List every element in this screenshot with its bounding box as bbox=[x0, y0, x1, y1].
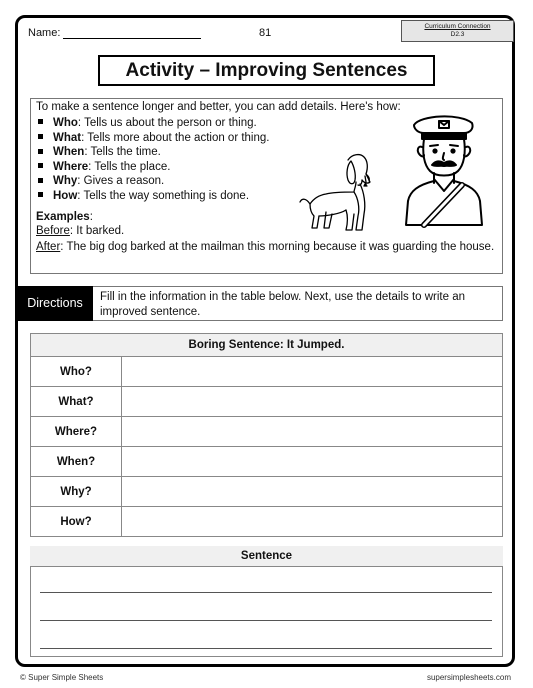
detail-list bbox=[38, 116, 269, 204]
item-text: : Tells the time. bbox=[84, 146, 161, 159]
bullet-icon bbox=[38, 163, 43, 168]
answer-cell[interactable] bbox=[122, 387, 503, 417]
curriculum-connection-label: Curriculum Connection bbox=[424, 23, 491, 30]
curriculum-code: D2.3 bbox=[450, 31, 465, 38]
table-header-row bbox=[31, 334, 503, 357]
examples-heading bbox=[36, 211, 93, 223]
item-text: : Tells us about the person or thing. bbox=[77, 117, 257, 129]
before-label: Before bbox=[36, 225, 70, 237]
bullet-icon bbox=[38, 119, 43, 124]
row-label: What? bbox=[31, 387, 122, 417]
table-row bbox=[31, 447, 503, 477]
dog-icon bbox=[296, 152, 386, 236]
item-text: : Tells more about the action or thing. bbox=[81, 131, 270, 144]
row-label: Where? bbox=[31, 417, 122, 447]
row-label: Why? bbox=[31, 477, 122, 507]
item-key: Where bbox=[53, 160, 89, 173]
details-table bbox=[30, 333, 503, 537]
list-item bbox=[38, 145, 269, 160]
item-key: Who bbox=[53, 117, 78, 129]
page-title: Activity – Improving Sentences bbox=[125, 60, 408, 81]
writing-line[interactable] bbox=[40, 620, 492, 621]
footer-website: supersimplesheets.com bbox=[426, 673, 511, 682]
list-item bbox=[38, 189, 269, 204]
before-text: : It barked. bbox=[69, 225, 125, 237]
after-text: : The big dog barked at the mailman this morning because it was guarding the house. bbox=[60, 241, 495, 253]
writing-line[interactable] bbox=[40, 648, 492, 649]
sentence-header: Sentence bbox=[30, 546, 503, 567]
row-label: When? bbox=[31, 447, 122, 477]
table-header: Boring Sentence: It Jumped. bbox=[31, 334, 503, 357]
bullet-icon bbox=[38, 178, 43, 183]
writing-line[interactable] bbox=[40, 592, 492, 593]
answer-cell[interactable] bbox=[122, 357, 503, 387]
directions-text: Fill in the information in the table below. Next, use the details to write an improved sentence. bbox=[100, 291, 466, 318]
name-line[interactable] bbox=[63, 28, 201, 39]
bullet-icon bbox=[38, 134, 43, 139]
item-key: What bbox=[53, 131, 82, 144]
answer-cell[interactable] bbox=[122, 417, 503, 447]
table-row bbox=[31, 417, 503, 447]
table-row bbox=[31, 477, 503, 507]
footer-copyright: © Super Simple Sheets bbox=[20, 673, 104, 682]
name-label: Name: bbox=[28, 27, 61, 39]
list-item bbox=[38, 116, 269, 131]
page-number: 81 bbox=[259, 27, 272, 39]
example-before bbox=[36, 225, 124, 237]
examples-colon: : bbox=[89, 211, 93, 223]
item-text: : Tells the way something is done. bbox=[77, 189, 250, 202]
table-row bbox=[31, 507, 503, 537]
table-row bbox=[31, 387, 503, 417]
name-field[interactable] bbox=[28, 27, 201, 39]
after-label: After bbox=[36, 241, 61, 253]
table-row bbox=[31, 357, 503, 387]
bullet-icon bbox=[38, 149, 43, 154]
curriculum-connection-box bbox=[401, 20, 514, 42]
bullet-icon bbox=[38, 192, 43, 197]
answer-cell[interactable] bbox=[122, 507, 503, 537]
example-after bbox=[36, 240, 498, 255]
row-label: Who? bbox=[31, 357, 122, 387]
list-item bbox=[38, 131, 269, 146]
item-text: : Tells the place. bbox=[88, 160, 171, 173]
examples-label: Examples bbox=[36, 211, 90, 223]
answer-cell[interactable] bbox=[122, 477, 503, 507]
mailman-icon bbox=[400, 113, 488, 235]
list-item bbox=[38, 174, 269, 189]
item-text: : Gives a reason. bbox=[77, 175, 165, 188]
list-item bbox=[38, 160, 269, 175]
item-key: Why bbox=[53, 175, 78, 188]
page-title-box bbox=[98, 55, 435, 86]
item-key: How bbox=[53, 189, 78, 202]
row-label: How? bbox=[31, 507, 122, 537]
info-intro: To make a sentence longer and better, you can add details. Here's how: bbox=[36, 101, 401, 113]
directions-label: Directions bbox=[17, 286, 93, 321]
item-key: When bbox=[53, 146, 85, 159]
answer-cell[interactable] bbox=[122, 447, 503, 477]
